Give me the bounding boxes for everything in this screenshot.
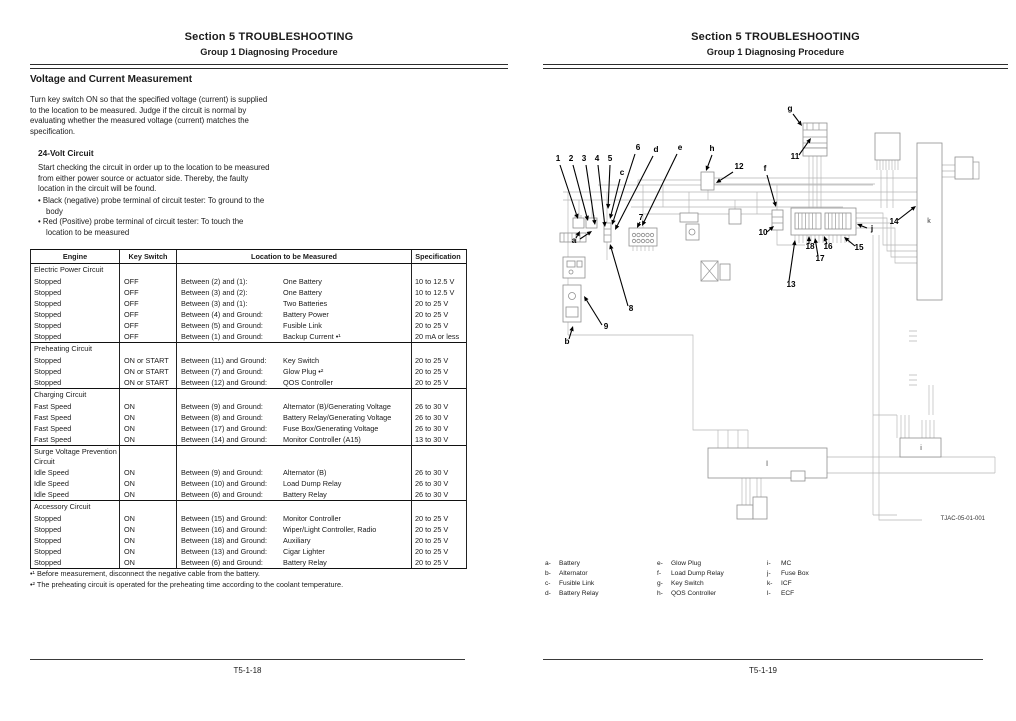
legend-entry [767,559,809,569]
legend-entry [657,559,724,569]
table-cell: Battery Relay [283,489,327,499]
callout-arrow [611,249,628,306]
table-cell: 20 to 25 V [411,320,464,331]
table-cell: Battery Power [283,310,329,319]
table-cell: ON or START [119,377,176,388]
callout-label: 13 [786,280,796,289]
table-section-row [31,388,466,401]
table-row [31,377,466,388]
legend-key: b- [545,570,551,577]
table-cell: ON [119,489,176,500]
table-cell: Between (3) and (1): [176,298,281,309]
table-cell: ON [119,401,176,412]
legend-entry [545,589,599,599]
table-cell: Auxiliary [283,535,311,545]
table-row [31,557,466,568]
legend-entry [767,579,809,589]
table-header-cell: Specification [411,250,464,263]
table-section-row [31,263,466,276]
table-cell: Between (11) and Ground: [176,355,281,366]
table-cell: Key Switch [283,356,320,365]
table-cell: ON or START [119,355,176,366]
intro-paragraph: Turn key switch ON so that the specified voltage (current) is supplied to the location to be measured. Judge if the circuit is normal by evaluating whether the measured voltage (current) matches the specification. [30,95,268,136]
table-cell: 26 to 30 V [411,489,464,500]
callout-label: e [677,143,683,152]
table-header-cell: Engine [62,252,88,261]
empty-cell [281,389,411,401]
callout-label: 16 [823,242,833,251]
right-group-title: Group 1 Diagnosing Procedure [706,47,845,57]
callout-label: 11 [790,152,800,161]
table-cell: Between (2) and (1): [176,276,281,287]
right-page-header [543,31,1008,57]
right-page-number: T5-1-19 [748,666,777,675]
table-cell: 20 to 25 V [411,535,464,546]
subsection-paragraph: Start checking the circuit in order up to the location to be measured from either power source or actuator side. Thereby, the faulty location in the circuit will be found. [38,163,270,194]
legend-label: MC [781,560,792,567]
legend-label: Battery [559,560,580,567]
left-header-rule [30,64,508,69]
table-cell: Between (14) and Ground: [176,434,281,445]
diagram-legend [545,559,875,605]
table-cell: 26 to 30 V [411,467,464,478]
table-cell: Stopped [34,378,62,387]
table-row [31,366,466,377]
empty-cell [176,501,281,513]
section-title-cell: Electric Power Circuit [34,265,104,274]
table-cell: Between (17) and Ground: [176,423,281,434]
footnote-1: •¹ Before measurement, disconnect the negative cable from the battery. [30,569,260,578]
callout-arrow [708,155,712,166]
legend-key: c- [545,580,551,587]
table-cell: Between (9) and Ground: [176,401,281,412]
legend-column [767,559,809,599]
table-cell: 10 to 12.5 V [411,276,464,287]
right-footer-rule [543,659,983,660]
legend-key: a- [545,560,551,567]
table-cell: 26 to 30 V [411,423,464,434]
table-cell: Between (6) and Ground: [176,557,281,568]
table-cell: Stopped [34,332,62,341]
left-group-title: Group 1 Diagnosing Procedure [200,47,338,57]
battery-relay-symbol [563,257,585,278]
section-title-cell: Accessory Circuit [34,501,91,511]
legend-label: QOS Controller [671,590,717,597]
table-cell: Idle Speed [34,478,69,488]
callout-arrow [598,165,604,222]
table-cell: 20 to 25 V [411,513,464,524]
table-cell: ON [119,513,176,524]
table-cell: OFF [119,320,176,331]
empty-cell [411,501,464,513]
table-cell: Between (15) and Ground: [176,513,281,524]
table-cell: 20 mA or less [411,331,464,342]
table-cell: Fast Speed [34,413,72,422]
battery-symbol [573,218,584,228]
table-cell: Backup Current •¹ [283,332,341,341]
table-row [31,513,466,524]
component-symbol [729,209,741,224]
empty-cell [176,264,281,276]
table-cell: 20 to 25 V [411,557,464,568]
callout-label: h [709,144,715,153]
diagram-reference: TJAC-05-01-001 [940,516,985,522]
right-section-title: Section 5 TROUBLESHOOTING [691,31,860,43]
callout-label: 5 [607,154,613,163]
callout-label: k [927,218,931,225]
callout-arrow [720,172,733,180]
callout-arrow [614,154,635,220]
callout-label: l [766,461,768,468]
callout-arrow [608,165,610,204]
table-cell: 20 to 25 V [411,377,464,388]
legend-key: i- [767,560,771,567]
legend-entry [545,559,599,569]
table-cell: Stopped [34,557,62,567]
bullet-list [38,196,272,238]
callout-label: i [920,445,922,452]
empty-cell [411,446,464,467]
table-cell: OFF [119,287,176,298]
callout-arrowhead [807,236,811,241]
connector-symbol [753,497,767,519]
empty-cell [176,343,281,355]
table-cell: Alternator (B)/Generating Voltage [283,402,391,411]
legend-column [657,559,724,599]
callout-arrow [789,245,794,281]
table-cell: Between (6) and Ground: [176,489,281,500]
legend-key: f- [657,570,662,577]
table-cell: ON [119,546,176,557]
table-cell: Between (16) and Ground: [176,524,281,535]
callout-arrowhead [857,224,862,228]
callout-label: b [564,337,570,346]
table-cell: Fast Speed [34,435,72,444]
section-title-cell: Charging Circuit [34,390,87,399]
table-cell: Stopped [34,310,62,319]
table-cell: Fast Speed [34,402,72,411]
callout-label: 8 [628,304,634,313]
table-cell: Between (13) and Ground: [176,546,281,557]
component-symbol [955,157,973,179]
legend-column [545,559,599,599]
table-cell: Alternator (B) [283,467,327,477]
left-page-header [30,31,508,57]
subsection-title: 24-Volt Circuit [38,148,94,158]
section-title-cell: Preheating Circuit [34,344,92,353]
qos-controller-symbol [701,172,714,190]
legend-label: Key Switch [671,580,704,587]
callout-label: 12 [734,162,744,171]
table-row [31,309,466,320]
wiring-diagram [543,85,1005,537]
table-row [31,535,466,546]
legend-key: e- [657,560,663,567]
callout-label: j [870,224,874,233]
table-cell: ON [119,423,176,434]
table-cell: Stopped [34,356,62,365]
table-cell: 20 to 25 V [411,524,464,535]
table-cell: Between (8) and Ground: [176,412,281,423]
legend-label: Alternator [559,570,588,577]
legend-key: h- [657,590,663,597]
table-cell: Wiper/Light Controller, Radio [283,524,377,534]
table-cell: Stopped [34,535,62,545]
legend-label: Fuse Box [781,570,809,577]
table-cell: Stopped [34,546,62,556]
table-cell: ON [119,557,176,568]
callout-arrowhead [609,214,613,219]
callout-label: 3 [581,154,587,163]
table-cell: Idle Speed [34,467,69,477]
table-cell: Monitor Controller [283,513,341,523]
empty-cell [119,389,176,401]
left-footer-rule [30,659,465,660]
table-cell: Stopped [34,513,62,523]
callout-arrow [611,179,620,214]
measurement-table [30,249,467,569]
legend-label: Fusible Link [559,580,595,587]
callout-arrowhead [773,202,777,207]
footnotes [30,568,470,590]
table-row [31,478,466,489]
callout-label: 7 [638,213,644,222]
legend-key: k- [767,580,773,587]
callout-label: a [571,236,577,245]
table-row [31,276,466,287]
table-cell: Between (3) and (2): [176,287,281,298]
section-title-cell: Surge Voltage Prevention Circuit [34,447,117,466]
legend-entry [545,579,599,589]
legend-key: g- [657,580,663,587]
legend-label: ECF [781,590,795,597]
table-cell: Between (7) and Ground: [176,366,281,377]
left-section-title: Section 5 TROUBLESHOOTING [184,31,354,43]
table-cell: Stopped [34,277,62,286]
table-cell: OFF [119,276,176,287]
connector-symbol [737,505,753,519]
connector-block-symbol [875,133,900,160]
table-row [31,434,466,445]
legend-key: d- [545,590,551,597]
page-title: Voltage and Current Measurement [30,74,193,85]
connector-symbol [791,471,805,481]
table-row [31,423,466,434]
empty-cell [176,389,281,401]
table-cell: ON [119,524,176,535]
legend-label: Load Dump Relay [671,570,724,577]
empty-cell [281,501,411,513]
callout-arrowhead [792,240,796,245]
empty-cell [281,343,411,355]
table-row [31,489,466,500]
legend-entry [657,589,724,599]
table-cell: Fuse Box/Generating Voltage [283,424,379,433]
starter-symbol [680,213,698,222]
table-cell: Battery Relay [283,557,327,567]
empty-cell [411,264,464,276]
callout-label: c [619,168,625,177]
load-dump-relay-symbol [772,210,783,230]
callout-label: 9 [603,322,609,331]
empty-cell [411,343,464,355]
callout-label: d [653,145,659,154]
callout-arrow [767,175,775,202]
table-row [31,467,466,478]
table-cell: Between (9) and Ground: [176,467,281,478]
table-cell: ON [119,535,176,546]
callout-arrowhead [706,166,710,171]
table-cell: One Battery [283,288,322,297]
table-cell: Cigar Lighter [283,546,325,556]
table-cell: 20 to 25 V [411,546,464,557]
table-cell: Glow Plug •² [283,367,324,376]
callout-label: f [763,164,767,173]
legend-label: Glow Plug [671,560,702,567]
callout-arrowhead [611,220,615,225]
table-header-cell: Key Switch [119,250,176,263]
table-cell: ON or START [119,366,176,377]
table-row [31,298,466,309]
table-header-cell: Location to be Measured [176,250,411,263]
table-cell: QOS Controller [283,378,333,387]
empty-cell [281,446,411,467]
empty-cell [119,446,176,467]
callout-label: 1 [555,154,561,163]
table-section-row [31,500,466,513]
table-header-row [31,250,466,263]
legend-entry [767,589,809,599]
legend-entry [657,579,724,589]
table-cell: Stopped [34,299,62,308]
legend-label: Battery Relay [559,590,599,597]
right-header-rule [543,64,1008,69]
table-cell: Battery Relay/Generating Voltage [283,413,392,422]
empty-cell [119,343,176,355]
callout-label: 10 [758,228,768,237]
table-cell: Two Batteries [283,299,328,308]
table-cell: OFF [119,298,176,309]
table-row [31,412,466,423]
table-cell: Fusible Link [283,321,322,330]
table-cell: 26 to 30 V [411,401,464,412]
table-cell: Stopped [34,524,62,534]
table-row [31,320,466,331]
legend-key: l- [767,590,771,597]
bullet-item: • Black (negative) probe terminal of circuit tester: To ground to the body [38,196,265,216]
empty-cell [119,264,176,276]
table-cell: ON [119,434,176,445]
legend-entry [545,569,599,579]
table-cell: Between (5) and Ground: [176,320,281,331]
table-cell: Stopped [34,288,62,297]
empty-cell [281,264,411,276]
callout-arrowhead [569,326,573,331]
callout-arrow [793,114,799,122]
callout-arrowhead [824,236,828,241]
callout-label: 6 [635,143,641,152]
footnote-2: •² The preheating circuit is operated for the preheating time according to the coolant temperature. [30,580,344,589]
table-cell: 20 to 25 V [411,298,464,309]
table-row [31,287,466,298]
callout-arrow [639,222,640,224]
table-row [31,401,466,412]
table-cell: Monitor Controller (A15) [283,435,361,444]
callout-label: 2 [568,154,574,163]
callout-arrowhead [609,244,613,249]
callout-arrow [587,300,602,325]
empty-cell [119,501,176,513]
table-row [31,355,466,366]
table-section-row [31,445,466,467]
legend-key: j- [767,570,771,577]
table-cell: OFF [119,331,176,342]
table-cell: 10 to 12.5 V [411,287,464,298]
table-cell: Between (4) and Ground: [176,309,281,320]
callout-label: 15 [854,243,864,252]
table-cell: Idle Speed [34,489,69,499]
table-cell: 26 to 30 V [411,412,464,423]
table-cell: ON [119,467,176,478]
callout-arrowhead [587,231,592,236]
empty-cell [176,446,281,467]
callout-label: 18 [805,242,815,251]
table-cell: Between (12) and Ground: [176,377,281,388]
table-cell: OFF [119,309,176,320]
table-cell: Stopped [34,321,62,330]
table-cell: 20 to 25 V [411,355,464,366]
table-cell: ON [119,478,176,489]
table-row [31,546,466,557]
table-cell: Between (18) and Ground: [176,535,281,546]
callout-arrowhead [716,178,721,183]
table-section-row [31,342,466,355]
table-row [31,524,466,535]
table-cell: Stopped [34,367,62,376]
table-cell: ON [119,412,176,423]
empty-cell [411,389,464,401]
table-cell: Between (1) and Ground: [176,331,281,342]
callout-label: 17 [815,254,825,263]
legend-entry [657,569,724,579]
callout-arrow [898,209,912,220]
table-cell: One Battery [283,277,322,286]
table-row [31,331,466,342]
callout-arrow [586,165,594,220]
legend-label: ICF [781,580,792,587]
table-cell: Between (10) and Ground: [176,478,281,489]
callout-label: 4 [594,154,600,163]
table-cell: 20 to 25 V [411,309,464,320]
table-cell: Load Dump Relay [283,478,342,488]
table-cell: 13 to 30 V [411,434,464,445]
callout-label: 14 [889,217,899,226]
legend-entry [767,569,809,579]
table-cell: 26 to 30 V [411,478,464,489]
left-page-number: T5-1-18 [233,666,262,675]
callout-label: g [787,104,793,113]
bullet-item: • Red (Positive) probe terminal of circuit tester: To touch the location to be measured [38,217,244,237]
table-cell: Fast Speed [34,424,72,433]
table-cell: 20 to 25 V [411,366,464,377]
